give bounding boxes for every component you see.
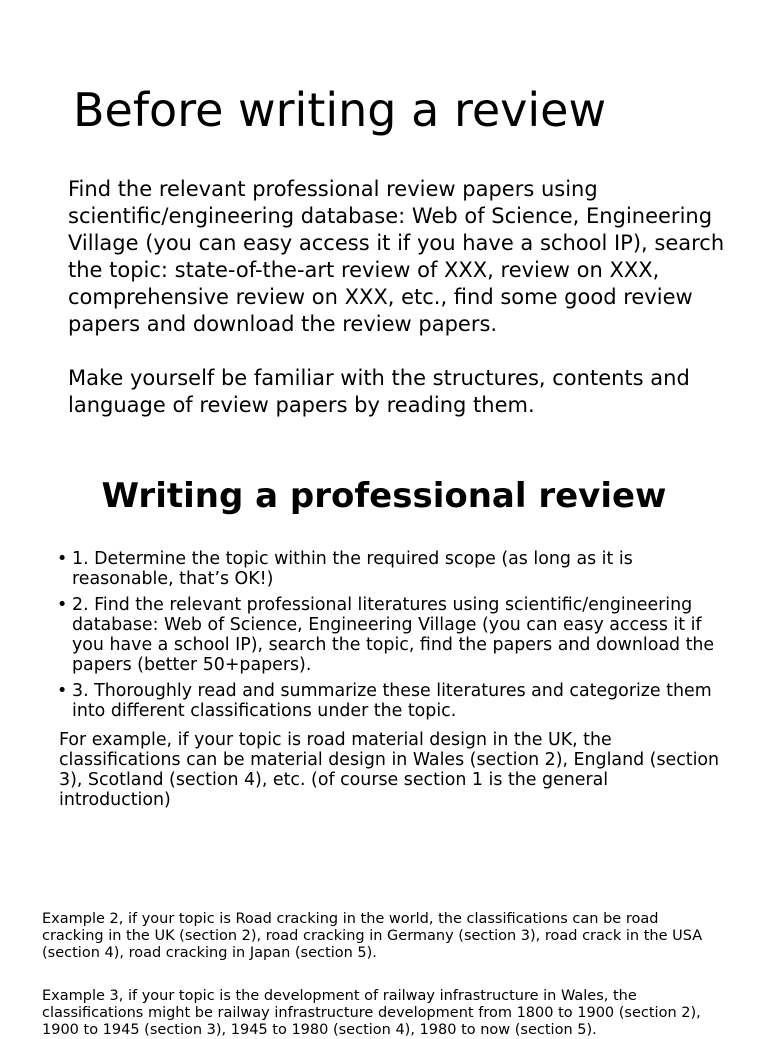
slide1-paragraph: Make yourself be familiar with the structures, contents and language of review papers by reading them. xyxy=(68,366,690,417)
bullet-icon: • xyxy=(57,681,68,701)
slide1-title: Before writing a review xyxy=(73,83,607,137)
example-note: Example 2, if your topic is Road cracking in the world, the classifications can be road cracking in the UK (section 2), road cracking in Germany (section 3), road crack in the USA (section 4), road cracking in Japan (section 5). xyxy=(42,911,703,961)
bullet-text: 1. Determine the topic within the required scope (as long as it is reasonable, that’s OK!) xyxy=(72,549,633,589)
example-note: Example 3, if your topic is the development of railway infrastructure in Wales, the classifications might be railway infrastructure development from 1800 to 1900 (section 2), 1900 to 1945 (section 3), 1945 to 1980 (section 4), 1980 to now (section 5). xyxy=(42,988,701,1038)
bullet-list xyxy=(57,549,721,727)
list-item xyxy=(57,595,721,675)
slide1-body xyxy=(68,176,728,431)
bullet-icon: • xyxy=(57,549,68,569)
list-item xyxy=(57,549,721,589)
bullet-icon: • xyxy=(57,595,68,615)
bullet-text: 2. Find the relevant professional literatures using scientific/engineering database: Web of Science, Engineering Village (you can easy access it if you have a school IP), search the topic, find the papers and download the papers (better 50+papers). xyxy=(72,595,715,675)
list-item xyxy=(57,681,721,721)
slide2-title: Writing a professional review xyxy=(101,476,667,516)
slide1-paragraph: Find the relevant professional review papers using scientific/engineering database: Web of Science, Engineering Village (you can easy access it if you have a school IP), search the topic: state-of-the-art review of XXX, review on XXX, comprehensive review on XXX, etc., find some good review papers and download the review papers. xyxy=(68,177,725,336)
bullet-text: 3. Thoroughly read and summarize these literatures and categorize them into different classifications under the topic. xyxy=(72,681,712,721)
example-paragraph: For example, if your topic is road material design in the UK, the classifications can be material design in Wales (section 2), England (section 3), Scotland (section 4), etc. (of course section 1 is the general introduction) xyxy=(59,730,720,810)
